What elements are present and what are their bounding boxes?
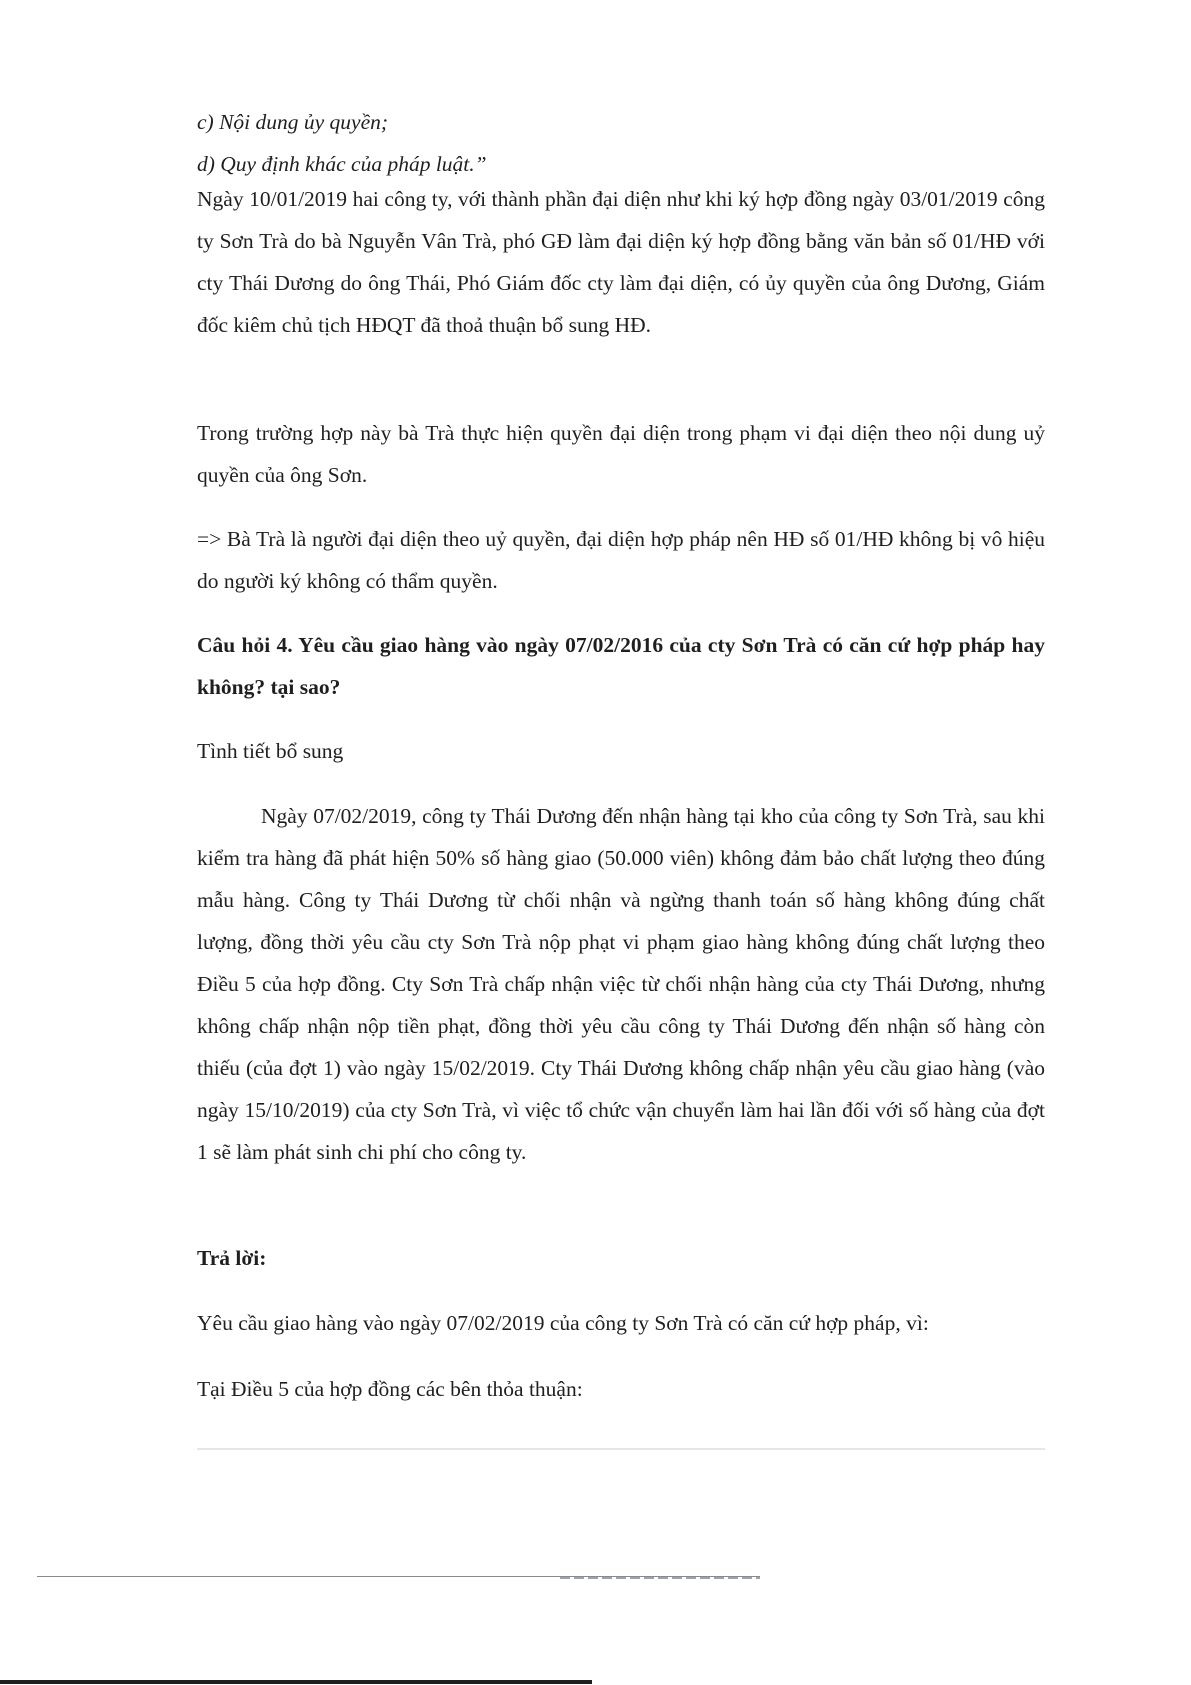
- extra-facts-heading: Tình tiết bổ sung: [197, 739, 344, 763]
- answer-line-1: Yêu cầu giao hàng vào ngày 07/02/2019 của công ty Sơn Trà có căn cứ hợp pháp, vì:: [197, 1311, 929, 1335]
- question-4-heading: Câu hỏi 4. Yêu cầu giao hàng vào ngày 07/02/2016 của cty Sơn Trà có căn cứ hợp pháp hay không? tại sao?: [197, 633, 1045, 699]
- bottom-edge-bar: [0, 1680, 592, 1684]
- quote-item-c: c) Nội dung ủy quyền;: [197, 110, 389, 134]
- paragraph-amendment: Ngày 10/01/2019 hai công ty, với thành phần đại diện như khi ký hợp đồng ngày 03/01/2019 công ty Sơn Trà do bà Nguyễn Vân Trà, phó GĐ làm đại diện ký hợp đồng bằng văn bản số 01/HĐ với cty Thái Dương do ông Thái, Phó Giám đốc cty làm đại diện, có ủy quyền của ông Dương, Giám đốc kiêm chủ tịch HĐQT đã thoả thuận bổ sung HĐ.: [197, 187, 1045, 337]
- paragraph-conclusion: => Bà Trà là người đại diện theo uỷ quyền, đại diện hợp pháp nên HĐ số 01/HĐ không bị vô hiệu do người ký không có thẩm quyền.: [197, 527, 1045, 593]
- footer-rule-dashed: [560, 1577, 760, 1579]
- answer-label: Trả lời:: [197, 1246, 267, 1270]
- paragraph-representation-scope: Trong trường hợp này bà Trà thực hiện quyền đại diện trong phạm vi đại diện theo nội dung uỷ quyền của ông Sơn.: [197, 421, 1045, 487]
- quote-item-d: d) Quy định khác của pháp luật.”: [197, 152, 487, 176]
- section-divider: [197, 1448, 1045, 1450]
- paragraph-extra-facts: Ngày 07/02/2019, công ty Thái Dương đến nhận hàng tại kho của công ty Sơn Trà, sau khi kiểm tra hàng đã phát hiện 50% số hàng giao (50.000 viên) không đảm bảo chất lượng theo đúng mẫu hàng. Công ty Thái Dương từ chối nhận và ngừng thanh toán số hàng không đúng chất lượng, đồng thời yêu cầu cty Sơn Trà nộp phạt vi phạm giao hàng không đúng chất lượng theo Điều 5 của hợp đồng. Cty Sơn Trà chấp nhận việc từ chối nhận hàng của cty Thái Dương, nhưng không chấp nhận nộp tiền phạt, đồng thời yêu cầu công ty Thái Dương đến nhận số hàng còn thiếu (của đợt 1) vào ngày 15/02/2019. Cty Thái Dương không chấp nhận yêu cầu giao hàng (vào ngày 15/10/2019) của cty Sơn Trà, vì việc tổ chức vận chuyển làm hai lần đối với số hàng của đợt 1 sẽ làm phát sinh chi phí cho công ty.: [197, 804, 1045, 1164]
- answer-line-2: Tại Điều 5 của hợp đồng các bên thỏa thuận:: [197, 1377, 583, 1401]
